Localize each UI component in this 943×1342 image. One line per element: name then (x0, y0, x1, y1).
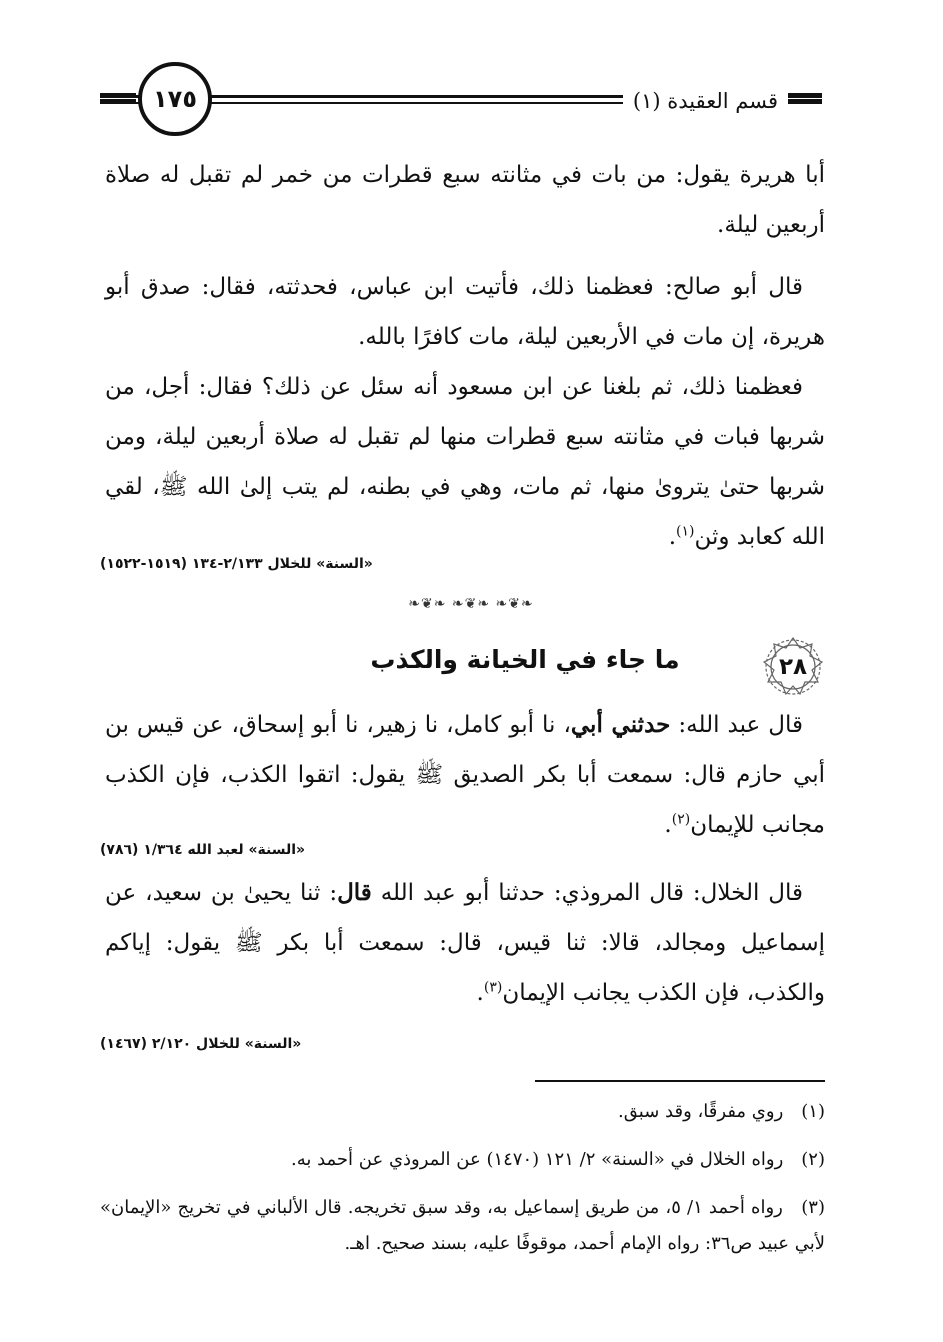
header-rule-end (788, 90, 822, 106)
footnote-number: (١) (801, 1101, 825, 1122)
footnote-2 (100, 1142, 825, 1178)
section-divider-ornament: ❧❦❧ ❧❦❧ ❧❦❧ (408, 596, 534, 612)
emphasis: حدثني أبي (570, 711, 671, 738)
footnote-text: رواه الخلال في «السنة» ٢/ ١٢١ (١٤٧٠) عن المروذي عن أحمد به. (290, 1149, 784, 1170)
paragraph-text: قال أبو صالح: فعظمنا ذلك، فأتيت ابن عباس، فحدثته، فقال: صدق أبو هريرة، إن مات في الأربعين ليلة، مات كافرًا بالله. (105, 274, 825, 350)
page-number: ١٧٥ (153, 85, 197, 113)
source-citation: «السنة» للخلال ٢/١٢٠ (١٤٦٧) (100, 1036, 302, 1052)
paragraph-text: فعظمنا ذلك، ثم بلغنا عن ابن مسعود أنه سئل عن ذلك؟ فقال: أجل، من شربها فبات في مثانته سبع قطرات منها لم تقبل له صلاة أربعين ليلة، ومن شربها حتىٰ يترویٰ منها، ثم مات، وهي في بطنه، لم يتب إلىٰ الله ﷺ، لقي الله كعابد وثن (105, 374, 825, 550)
footnote-separator (535, 1080, 825, 1082)
paragraph (105, 262, 825, 362)
running-title: قسم العقيدة (١) (623, 87, 788, 115)
footnote-number: (٢) (801, 1149, 825, 1170)
footnote-ref[interactable]: (١) (676, 523, 695, 540)
footnote-3 (100, 1190, 825, 1262)
source-citation: «السنة» لعبد الله ١/٣٦٤ (٧٨٦) (100, 842, 306, 858)
footnote-text: روي مفرقًا، وقد سبق. (618, 1101, 784, 1122)
page-header (100, 62, 822, 142)
paragraph-text: أبا هريرة يقول: من بات في مثانته سبع قطرات من خمر لم تقبل له صلاة أربعين ليلة. (105, 162, 825, 238)
section-title: ما جاء في الخيانة والكذب (370, 645, 680, 674)
paragraph: قال الخلال: قال المروذي: حدثنا أبو عبد الله قال: ثنا يحيىٰ بن سعيد، عن إسماعيل ومجالد، قالا: ثنا قيس، قال: سمعت أبا بكر ﷺ يقول: إياكم والكذب، فإن الكذب يجانب الإيمان$^{(٣)}$. (105, 879, 825, 1006)
footnote-number: (٣) (801, 1197, 825, 1218)
section-number: ٢٨ (778, 654, 808, 680)
footnote-text: رواه أحمد ١/ ٥، من طريق إسماعيل به، وقد سبق تخريجه. قال الألباني في تخريج «الإيمان» لأبي عبيد ص٣٦: رواه الإمام أحمد، موقوفًا عليه، بسند صحيح. اهـ. (100, 1197, 825, 1254)
section-number-badge (760, 634, 826, 700)
footnote-ref[interactable]: (٢) (671, 811, 691, 828)
paragraph: فعظمنا ذلك، ثم بلغنا عن ابن مسعود أنه سئل عن ذلك؟ فقال: أجل، من شربها فبات في مثانته سبع قطرات منها لم تقبل له صلاة أربعين ليلة، ومن شربها حتىٰ يترویٰ منها، ثم مات، وهي في بطنه، لم يتب إلىٰ الله ﷺ، لقي الله كعابد وثن$^{(١)}$. (105, 374, 825, 550)
source-citation: «السنة» للخلال ٢/١٣٣-١٣٤ (١٥١٩-١٥٢٢) (100, 556, 373, 572)
paragraph (105, 150, 825, 250)
footnote-ref[interactable]: (٣) (483, 979, 503, 996)
header-rule-end (100, 90, 136, 106)
footnote-1 (100, 1094, 825, 1130)
paragraph: قال عبد الله: حدثني أبي، نا أبو كامل، نا زهير، نا أبو إسحاق، عن قيس بن أبي حازم قال: سمعت أبا بكر الصديق ﷺ يقول: اتقوا الكذب، فإن الكذب مجانب للإيمان$^{(٢)}$. (105, 711, 825, 838)
page-number-badge (138, 62, 212, 136)
emphasis: قال (337, 879, 372, 906)
